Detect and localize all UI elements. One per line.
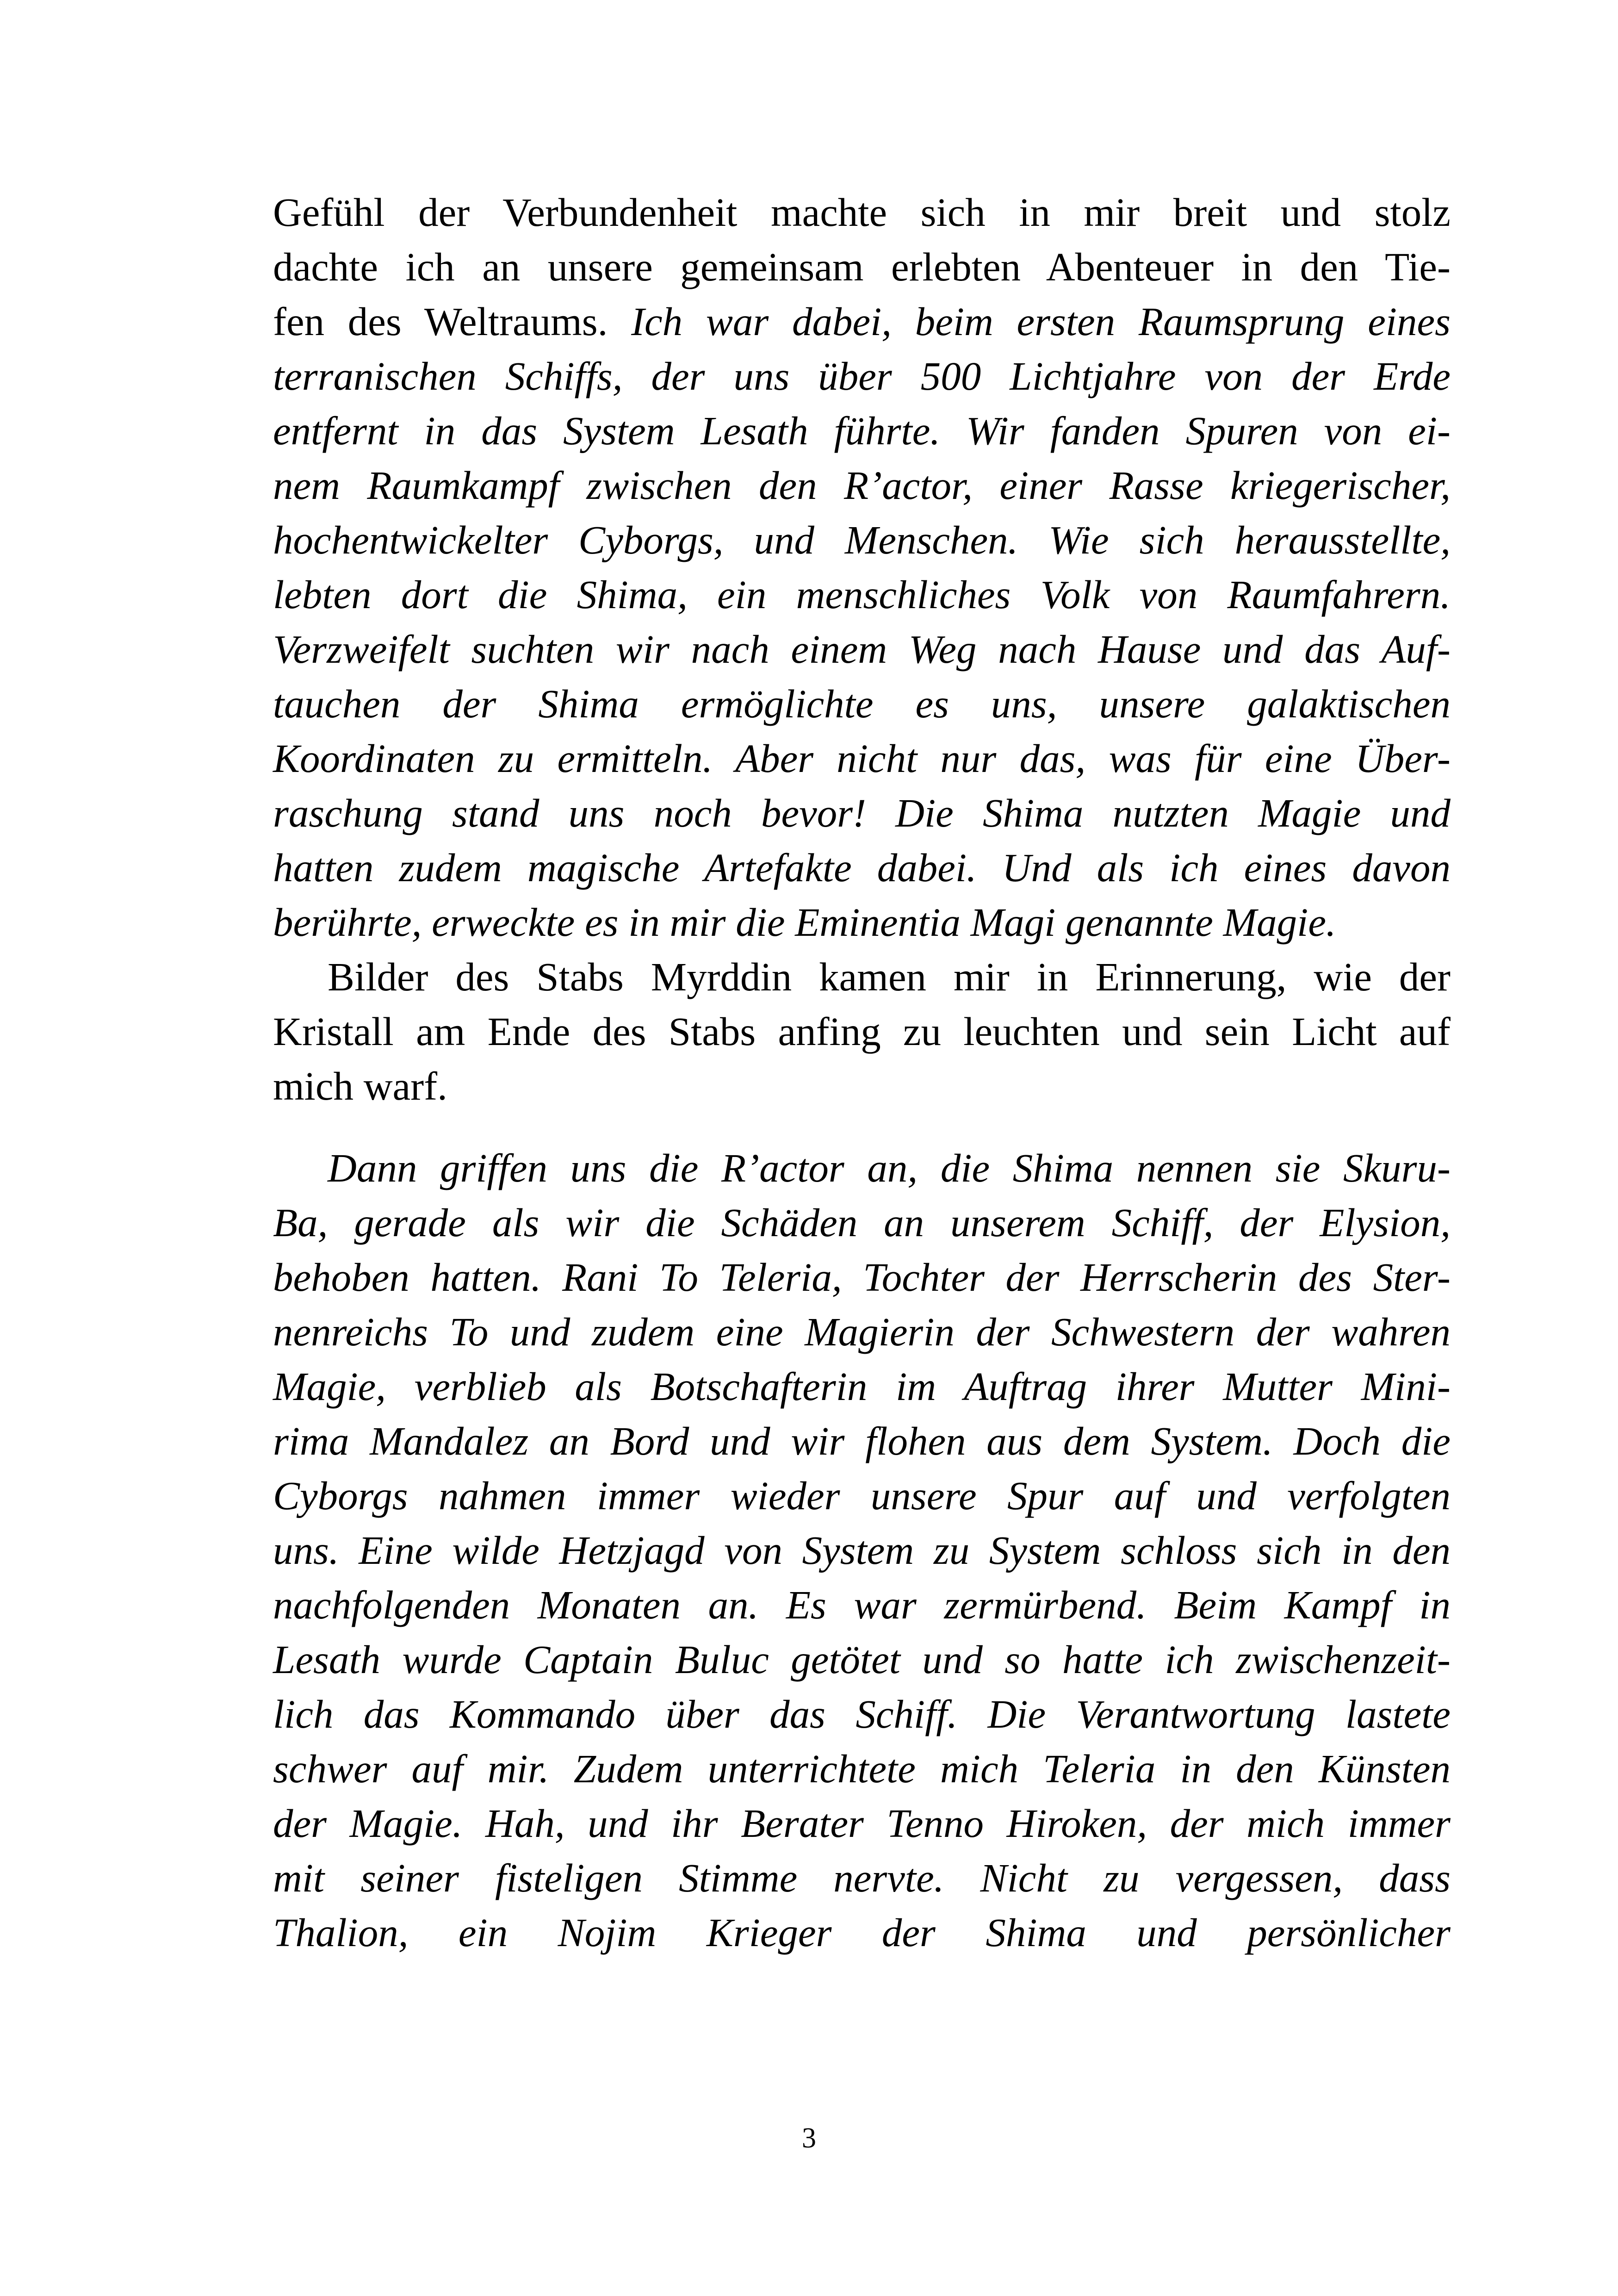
text-line (273, 1523, 1451, 1578)
text-line (273, 404, 1451, 458)
text-line (273, 567, 1451, 622)
paragraph-2 (273, 950, 1451, 1114)
text-line (273, 1004, 1451, 1059)
paragraph-3 (273, 1141, 1451, 1960)
text-run: Kristall am Ende des Stabs anfing zu leuchten und sein Licht auf (273, 1009, 1451, 1054)
text-run: dachte ich an unsere gemeinsam erlebten Abenteuer in den Tie- (273, 244, 1451, 289)
text-line (273, 1796, 1451, 1851)
italic-text-run: nenreichs To und zudem eine Magierin der Schwestern der wahren (273, 1309, 1451, 1354)
italic-text-run: lich das Kommando über das Schiff. Die Verantwortung lastete (273, 1692, 1451, 1736)
italic-text-run: raschung stand uns noch bevor! Die Shima nutzten Magie und (273, 790, 1451, 835)
italic-text-run: uns. Eine wilde Hetzjagd von System zu System schloss sich in den (273, 1528, 1451, 1573)
italic-text-run: hochentwickelter Cyborgs, und Menschen. Wie sich herausstellte, (273, 517, 1451, 562)
italic-text-run: berührte, erweckte es in mir die Eminentia Magi genannte Magie. (273, 900, 1336, 945)
text-run: mich warf. (273, 1064, 447, 1108)
text-line (273, 185, 1451, 240)
text-line (273, 1141, 1451, 1195)
text-line (273, 240, 1451, 294)
text-line (273, 1195, 1451, 1250)
italic-text-run: Dann griffen uns die R’actor an, die Shima nennen sie Skuru- (328, 1145, 1451, 1190)
italic-text-run: Thalion, ein Nojim Krieger der Shima und persönlicher (273, 1910, 1451, 1955)
italic-text-run: Ba, gerade als wir die Schäden an unserem Schiff, der Elysion, (273, 1200, 1451, 1245)
italic-text-run: entfernt in das System Lesath führte. Wir fanden Spuren von ei- (273, 408, 1451, 453)
italic-text-run: rima Mandalez an Bord und wir flohen aus dem System. Doch die (273, 1419, 1451, 1463)
text-line (273, 1687, 1451, 1742)
italic-text-run: Magie, verblieb als Botschafterin im Auftrag ihrer Mutter Mini- (273, 1364, 1451, 1409)
italic-text-run: Lesath wurde Captain Buluc getötet und so hatte ich zwischenzeit- (273, 1637, 1451, 1682)
text-line (273, 677, 1451, 731)
text-line (273, 1414, 1451, 1468)
text-run: Gefühl der Verbundenheit machte sich in mir breit und stolz (273, 190, 1451, 235)
text-line (273, 622, 1451, 677)
italic-text-run: terranischen Schiffs, der uns über 500 Lichtjahre von der Erde (273, 354, 1451, 398)
italic-text-run: der Magie. Hah, und ihr Berater Tenno Hiroken, der mich immer (273, 1801, 1451, 1846)
text-line (273, 1851, 1451, 1905)
text-line (273, 786, 1451, 840)
text-line (273, 1250, 1451, 1305)
text-line (273, 513, 1451, 567)
italic-text-run: schwer auf mir. Zudem unterrichtete mich Teleria in den Künsten (273, 1746, 1451, 1791)
italic-text-run: Koordinaten zu ermitteln. Aber nicht nur das, was für eine Über- (273, 736, 1451, 781)
italic-text-run: mit seiner fisteligen Stimme nervte. Nicht zu vergessen, dass (273, 1855, 1451, 1900)
text-run: fen des Weltraums. (273, 299, 632, 344)
page-number: 3 (802, 2122, 816, 2154)
italic-text-run: hatten zudem magische Artefakte dabei. Und als ich eines davon (273, 845, 1451, 890)
italic-text-run: lebten dort die Shima, ein menschliches Volk von Raumfahrern. (273, 572, 1451, 617)
text-line (273, 1059, 1451, 1114)
text-line (273, 840, 1451, 895)
italic-text-run: nem Raumkampf zwischen den R’actor, einer Rasse kriegerischer, (273, 463, 1451, 508)
paragraph-1 (273, 185, 1451, 950)
text-line (273, 1632, 1451, 1687)
italic-text-run: nachfolgenden Monaten an. Es war zermürbend. Beim Kampf in (273, 1582, 1451, 1627)
text-line (273, 1742, 1451, 1796)
italic-text-run: behoben hatten. Rani To Teleria, Tochter der Herrscherin des Ster- (273, 1255, 1451, 1300)
italic-text-run: Cyborgs nahmen immer wieder unsere Spur auf und verfolgten (273, 1473, 1451, 1518)
text-body-lower (273, 1141, 1451, 1960)
text-body-upper (273, 185, 1451, 1114)
text-line (273, 1305, 1451, 1359)
text-line (273, 458, 1451, 513)
text-line (273, 1905, 1451, 1960)
italic-text-run: Ich war dabei, beim ersten Raumsprung eines (631, 299, 1451, 344)
text-line (273, 1468, 1451, 1523)
text-line (273, 1359, 1451, 1414)
text-run: Bilder des Stabs Myrddin kamen mir in Erinnerung, wie der (328, 954, 1451, 999)
text-line (273, 895, 1451, 950)
text-line (273, 349, 1451, 404)
text-line (273, 294, 1451, 349)
text-line (273, 950, 1451, 1004)
text-line (273, 1578, 1451, 1632)
text-line (273, 731, 1451, 786)
italic-text-run: Verzweifelt suchten wir nach einem Weg nach Hause und das Auf- (273, 627, 1451, 672)
italic-text-run: tauchen der Shima ermöglichte es uns, unsere galaktischen (273, 681, 1451, 726)
